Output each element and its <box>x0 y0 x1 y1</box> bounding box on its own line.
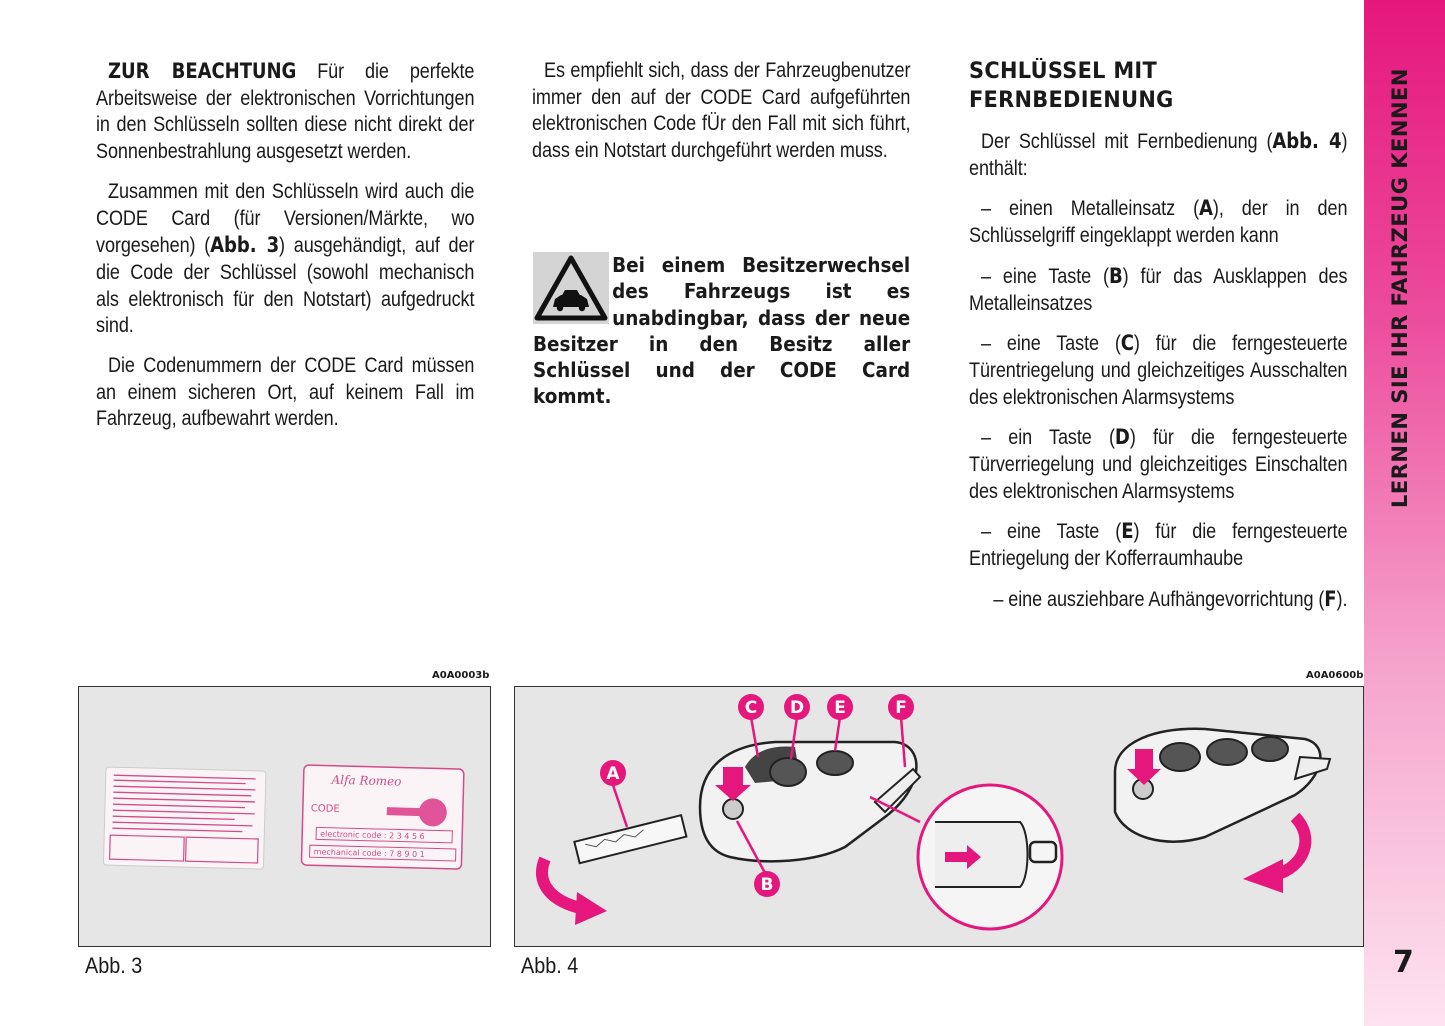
fig4-code: A0A0600b <box>1306 670 1364 681</box>
svg-text:C: C <box>744 698 758 718</box>
intro-text-1: Der Schlüssel mit Fernbedienung ( <box>981 130 1273 153</box>
svg-text:D: D <box>789 698 805 718</box>
fig3-caption: Abb. 3 <box>85 953 143 978</box>
list-item: – eine ausziehbare Aufhängevorrichtung (F). <box>993 586 1348 611</box>
svg-text:B: B <box>760 875 774 895</box>
heading-line-2: FERNBEDIENUNG <box>969 88 1174 113</box>
column-1 <box>96 58 474 446</box>
list-item: – eine Taste (E) für die ferngesteuerte Entriegelung der Kofferraumhaube <box>969 519 1348 571</box>
svg-text:A: A <box>606 764 620 784</box>
column-2 <box>532 58 910 178</box>
section-heading <box>969 57 1174 115</box>
code-card-text-2: ) ausgehändigt, auf der die Code der Schlüssel (sowohl mechanisch als elektronisch für den Notstart) aufgedruckt sind. <box>96 234 475 338</box>
list-item: – ein Taste (D) für die ferngesteuerte Türverriegelung und gleichzeitiges Einschalten des elektronischen Alarmsystems <box>969 425 1348 503</box>
chapter-sidebar <box>1364 0 1445 1026</box>
code-card-back <box>103 767 266 869</box>
intro-paragraph <box>969 128 1347 182</box>
svg-text:E: E <box>834 698 846 718</box>
code-card-front <box>301 765 464 869</box>
figure-4 <box>514 686 1364 947</box>
intro-text-2: ) enthält: <box>969 130 1348 180</box>
fig-reference: Abb. 3 <box>210 233 280 258</box>
svg-text:F: F <box>895 698 907 718</box>
figure-3 <box>78 686 491 947</box>
recommendation-paragraph: Es empfiehlt sich, dass der Fahrzeugbenutzer immer den auf der CODE Card aufgeführten elektronischen Code fÜr den Fall mit sich führt, dass ein Notstart durchgeführt werden muss. <box>532 59 911 163</box>
list-item: – eine Taste (C) für die ferngesteuerte Türentriegelung und gleichzeitiges Ausschalten des elektronischen Alarmsystems <box>969 331 1348 409</box>
code-card-paragraph <box>96 179 474 340</box>
column-3 <box>969 128 1347 627</box>
note-paragraph <box>96 58 474 166</box>
page-number: 7 <box>1393 945 1414 980</box>
fig-reference: Abb. 4 <box>1272 129 1342 153</box>
fig3-code: A0A0003b <box>432 670 490 681</box>
code-card-illustration <box>79 687 491 947</box>
chapter-title: LERNEN SIE IHR FAHRZEUG KENNEN <box>1388 68 1412 508</box>
fig4-caption: Abb. 4 <box>521 953 579 978</box>
warning-text: Bei einem Besitzerwechsel des Fahrzeugs ist es unabdingbar, dass der neue Besitzer in den Besitz aller Schlüssel und der CODE Card kommt. <box>533 253 911 409</box>
svg-text:mechanical code : 7 8 9 0 1: mechanical code : 7 8 9 0 1 <box>313 847 425 860</box>
warning-block <box>533 252 911 410</box>
note-text: Für die perfekte Arbeitsweise der elektronischen Vorrichtungen in den Schlüsseln sollten diese nicht direkt der Sonnenbestrahlung ausgesetzt werden. <box>96 60 475 164</box>
list-item: – eine Taste (B) für das Ausklappen des Metalleinsatzes <box>969 263 1348 315</box>
list-item: – einen Metalleinsatz (A), der in den Schlüsselgriff eingeklappt werden kann <box>969 196 1348 248</box>
code-card-text-1: Zusammen mit den Schlüsseln wird auch die CODE Card (für Versionen/Märkte, wo vorgesehen) ( <box>96 179 475 258</box>
storage-paragraph: Die Codenummern der CODE Card müssen an einem sicheren Ort, auf keinem Fall im Fahrzeug, aufbewahrt werden. <box>96 354 475 431</box>
heading-line-1: SCHLÜSSEL MIT <box>969 59 1158 84</box>
svg-text:Alfa Romeo: Alfa Romeo <box>331 772 402 789</box>
svg-text:CODE: CODE <box>310 803 340 815</box>
svg-text:electronic code : 2 3 4 5 6: electronic code : 2 3 4 5 6 <box>320 829 425 842</box>
remote-key-illustration <box>515 687 1364 947</box>
note-label: ZUR BEACHTUNG <box>108 59 297 83</box>
